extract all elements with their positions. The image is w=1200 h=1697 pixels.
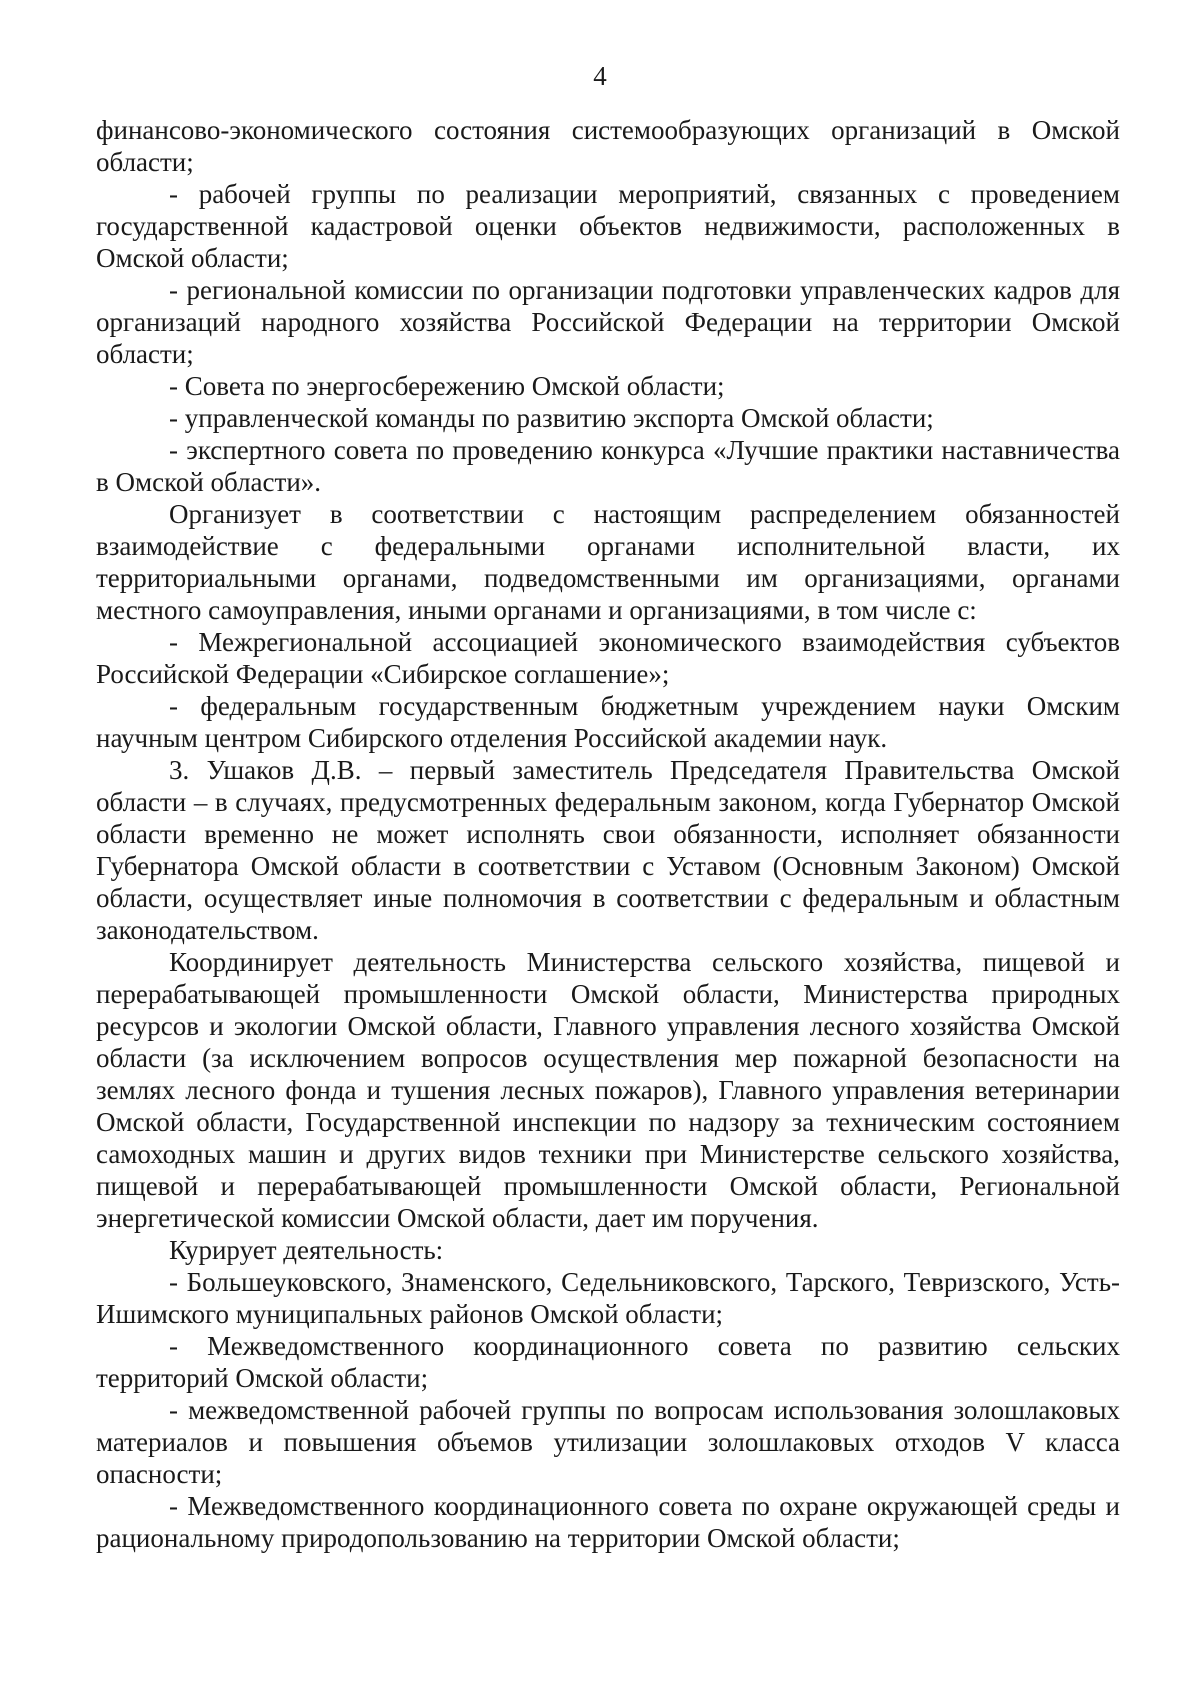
paragraph: - экспертного совета по проведению конкурса «Лучшие практики наставничества в Омской области». xyxy=(96,435,1120,497)
paragraph: - федеральным государственным бюджетным учреждением науки Омским научным центром Сибирского отделения Российской академии наук. xyxy=(96,691,1120,753)
paragraph: - Совета по энергосбережению Омской области; xyxy=(169,371,725,401)
paragraph: - Межрегиональной ассоциацией экономического взаимодействия субъектов Российской Федерации «Сибирское соглашение»; xyxy=(96,627,1120,689)
paragraph: - Межведомственного координационного совета по развитию сельских территорий Омской области; xyxy=(96,1331,1120,1393)
paragraph: - Межведомственного координационного совета по охране окружающей среды и рациональному природопользованию на территории Омской области; xyxy=(96,1491,1120,1553)
paragraph: - региональной комиссии по организации подготовки управленческих кадров для организаций народного хозяйства Российской Федерации на территории Омской области; xyxy=(96,275,1120,369)
paragraph: - межведомственной рабочей группы по вопросам использования золошлаковых материалов и повышения объемов утилизации золошлаковых отходов V класса опасности; xyxy=(96,1395,1120,1489)
paragraph: Координирует деятельность Министерства сельского хозяйства, пищевой и перерабатывающей промышленности Омской области, Министерства природных ресурсов и экологии Омской области, Главного управления лесного хозяйства Омской области (за исключением вопросов осуществления мер пожарной безопасности на землях лесного фонда и тушения лесных пожаров), Главного управления ветеринарии Омской области, Государственной инспекции по надзору за техническим состоянием самоходных машин и других видов техники при Министерстве сельского хозяйства, пищевой и перерабатывающей промышленности Омской области, Региональной энергетической комиссии Омской области, дает им поручения. xyxy=(96,947,1120,1233)
paragraph: финансово-экономического состояния системообразующих организаций в Омской области; xyxy=(96,115,1120,177)
paragraph: - Большеуковского, Знаменского, Седельниковского, Тарского, Тевризского, Усть-Ишимского муниципальных районов Омской области; xyxy=(96,1267,1120,1329)
paragraph: Курирует деятельность: xyxy=(169,1235,444,1265)
paragraph: 3. Ушаков Д.В. – первый заместитель Председателя Правительства Омской области – в случаях, предусмотренных федеральным законом, когда Губернатор Омской области временно не может исполнять свои обязанности, исполняет обязанности Губернатора Омской области в соответствии с Уставом (Основным Законом) Омской области, осуществляет иные полномочия в соответствии с федеральным и областным законодательством. xyxy=(96,755,1120,945)
paragraph: - управленческой команды по развитию экспорта Омской области; xyxy=(169,403,934,433)
paragraph: - рабочей группы по реализации мероприятий, связанных с проведением государственной кадастровой оценки объектов недвижимости, расположенных в Омской области; xyxy=(96,179,1120,273)
page-number: 4 xyxy=(593,61,607,91)
document-body xyxy=(96,114,1120,1554)
paragraph: Организует в соответствии с настоящим распределением обязанностей взаимодействие с федеральными органами исполнительной власти, их территориальными органами, подведомственными им организациями, органами местного самоуправления, иными органами и организациями, в том числе с: xyxy=(96,499,1120,625)
